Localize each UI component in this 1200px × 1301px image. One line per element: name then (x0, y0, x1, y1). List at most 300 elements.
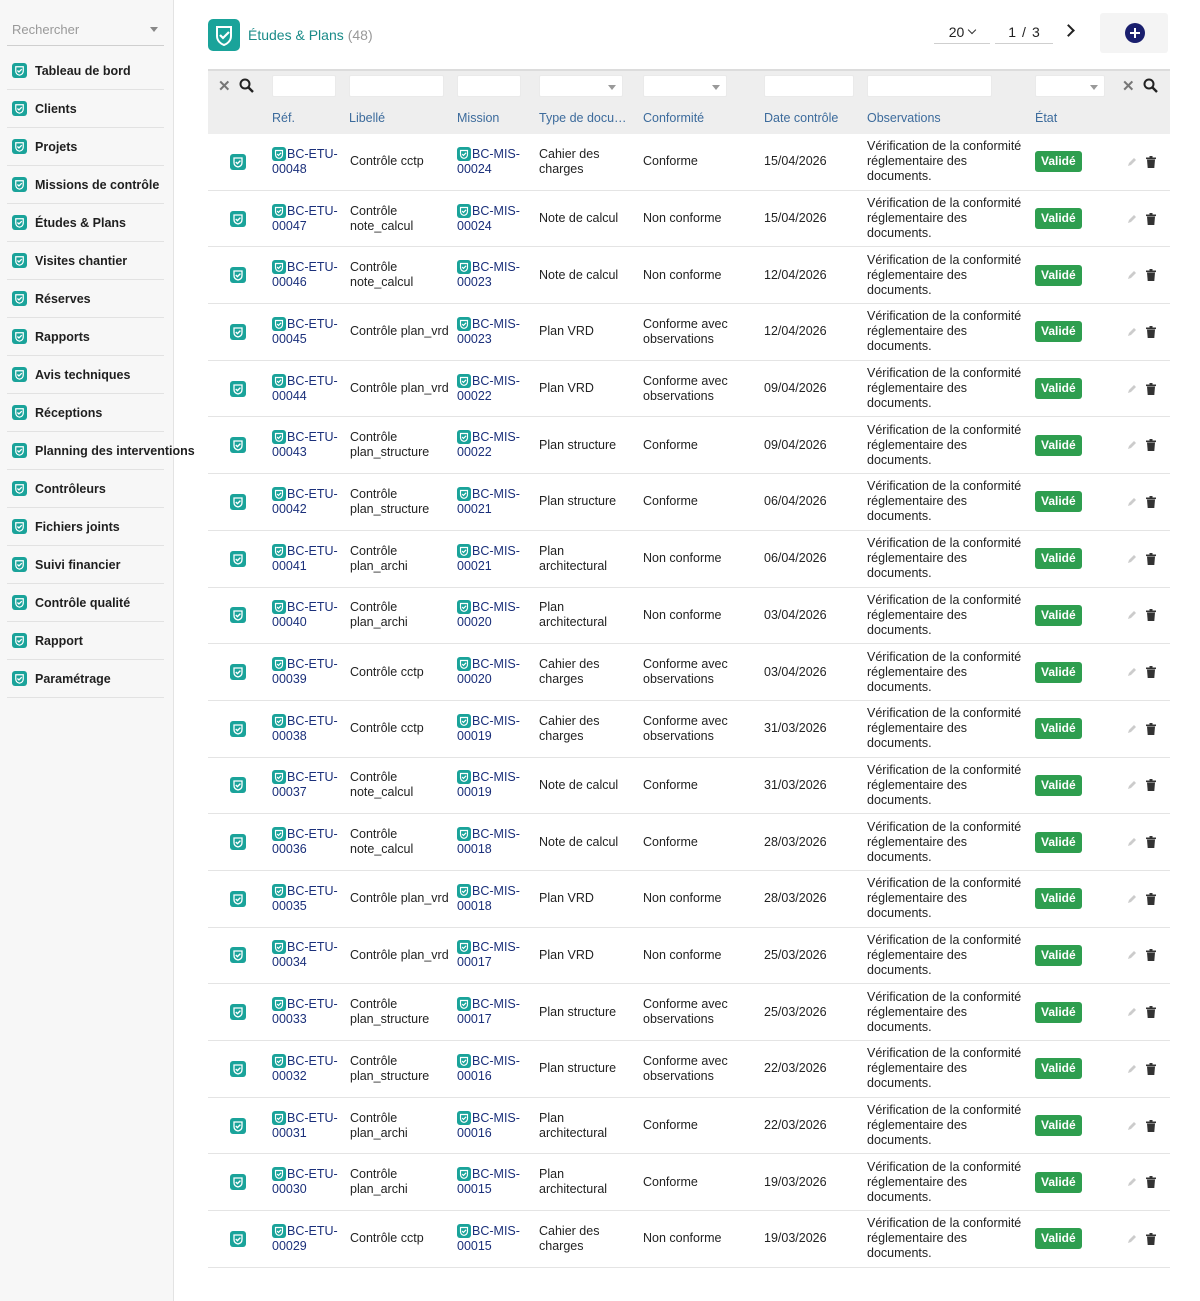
shield-check-icon (230, 381, 246, 397)
trash-icon[interactable] (1146, 893, 1156, 905)
conformite-cell: Non conforme (643, 607, 722, 622)
status-cell (1035, 417, 1082, 473)
row-actions (1126, 588, 1156, 644)
filter-mission[interactable] (457, 75, 521, 97)
conformite-cell: Conforme avec observations (643, 997, 728, 1027)
sidebar-item-label: Contrôle qualité (35, 595, 131, 610)
ref-text: BC-ETU-00039 (272, 657, 338, 687)
mission-text: BC-MIS-00018 (457, 883, 520, 913)
row-select-checkbox[interactable] (230, 1041, 246, 1097)
edit-icon[interactable] (1126, 213, 1138, 225)
mission-link[interactable] (457, 1098, 533, 1154)
ref-text: BC-ETU-00036 (272, 827, 338, 857)
edit-icon[interactable] (1126, 383, 1138, 395)
ref-link[interactable] (272, 531, 344, 587)
status-badge: Validé (1035, 1228, 1082, 1249)
row-actions (1126, 701, 1156, 757)
shield-check-icon (457, 544, 471, 558)
edit-icon[interactable] (1126, 609, 1138, 621)
table-row[interactable] (208, 1154, 1170, 1211)
search-right-icon[interactable] (1143, 78, 1158, 96)
shield-check-icon (12, 443, 27, 458)
table-row[interactable] (208, 588, 1170, 645)
add-button[interactable] (1100, 13, 1168, 53)
trash-icon[interactable] (1146, 496, 1156, 508)
edit-icon[interactable] (1126, 723, 1138, 735)
edit-icon[interactable] (1126, 1233, 1138, 1245)
ref-text: BC-ETU-00047 (272, 203, 338, 233)
observations-cell: Vérification de la conformité réglementaire des documents. (867, 536, 1022, 581)
shield-check-icon (272, 204, 286, 218)
table-row[interactable] (208, 1041, 1170, 1098)
row-actions (1126, 1211, 1156, 1267)
shield-check-icon (12, 63, 27, 78)
status-badge: Validé (1035, 435, 1082, 456)
status-cell (1035, 531, 1082, 587)
date-cell: 12/04/2026 (764, 324, 827, 339)
trash-icon[interactable] (1146, 553, 1156, 565)
table-row[interactable] (208, 531, 1170, 588)
status-badge: Validé (1035, 1058, 1082, 1079)
sidebar-item-label: Études & Plans (35, 215, 126, 230)
table-row[interactable] (208, 304, 1170, 361)
trash-icon[interactable] (1146, 836, 1156, 848)
shield-check-icon (457, 827, 471, 841)
row-actions (1126, 1041, 1156, 1097)
table-row[interactable] (208, 1098, 1170, 1155)
ref-link[interactable] (272, 1098, 344, 1154)
mission-link[interactable] (457, 304, 533, 360)
shield-check-icon (457, 657, 471, 671)
table-header (208, 69, 1170, 134)
shield-check-icon (272, 544, 286, 558)
col-observations[interactable]: Observations (867, 111, 941, 125)
pager (995, 20, 1053, 44)
row-actions (1126, 361, 1156, 417)
sidebar-item[interactable] (7, 318, 164, 356)
row-actions (1126, 134, 1156, 190)
ref-link[interactable] (272, 1041, 344, 1097)
shield-check-icon (457, 1111, 471, 1125)
ref-text: BC-ETU-00033 (272, 997, 338, 1027)
ref-text: BC-ETU-00031 (272, 1110, 338, 1140)
filter-date[interactable] (764, 75, 854, 97)
row-select-checkbox[interactable] (230, 134, 246, 190)
row-actions (1126, 1098, 1156, 1154)
date-cell: 19/03/2026 (764, 1231, 827, 1246)
filter-ref[interactable] (272, 75, 336, 97)
mission-text: BC-MIS-00020 (457, 657, 520, 687)
observations-cell: Vérification de la conformité réglementaire des documents. (867, 706, 1022, 751)
edit-icon[interactable] (1126, 1176, 1138, 1188)
ref-text: BC-ETU-00035 (272, 883, 338, 913)
ref-link[interactable] (272, 1211, 344, 1267)
row-select-checkbox[interactable] (230, 531, 246, 587)
edit-icon[interactable] (1126, 666, 1138, 678)
row-select-checkbox[interactable] (230, 304, 246, 360)
conformite-cell: Conforme avec observations (643, 373, 728, 403)
type-cell: Plan architectural (539, 1110, 608, 1140)
sidebar-item[interactable] (7, 242, 164, 280)
type-cell: Cahier des charges (539, 713, 600, 743)
mission-text: BC-MIS-00023 (457, 260, 520, 290)
table-row[interactable] (208, 871, 1170, 928)
trash-icon[interactable] (1146, 383, 1156, 395)
sidebar-item-label: Paramétrage (35, 671, 111, 686)
edit-icon[interactable] (1126, 553, 1138, 565)
status-cell (1035, 361, 1082, 417)
table-row[interactable] (208, 417, 1170, 474)
mission-text: BC-MIS-00023 (457, 316, 520, 346)
ref-link[interactable] (272, 871, 344, 927)
observations-cell: Vérification de la conformité réglementaire des documents. (867, 196, 1022, 241)
mission-link[interactable] (457, 928, 533, 984)
edit-icon[interactable] (1126, 326, 1138, 338)
sidebar-item[interactable] (7, 470, 164, 508)
sidebar-item[interactable] (7, 622, 164, 660)
page-size-value: 20 (948, 23, 965, 40)
table-row[interactable] (208, 758, 1170, 815)
table-row[interactable] (208, 134, 1170, 191)
observations-cell: Vérification de la conformité réglementaire des documents. (867, 932, 1022, 977)
status-badge: Validé (1035, 888, 1082, 909)
trash-icon[interactable] (1146, 609, 1156, 621)
shield-check-icon (230, 211, 246, 227)
sidebar-item-label: Projets (35, 139, 78, 154)
col-type[interactable]: Type de docu… (539, 111, 627, 125)
trash-icon[interactable] (1146, 666, 1156, 678)
edit-icon[interactable] (1126, 779, 1138, 791)
edit-icon[interactable] (1126, 156, 1138, 168)
sidebar-item[interactable] (7, 90, 164, 128)
conformite-cell: Non conforme (643, 551, 722, 566)
type-cell: Plan architectural (539, 1167, 608, 1197)
date-cell: 22/03/2026 (764, 1061, 827, 1076)
shield-check-icon (457, 487, 471, 501)
filter-etat[interactable] (1035, 75, 1105, 97)
row-select-checkbox[interactable] (230, 984, 246, 1040)
conformite-cell: Conforme (643, 834, 698, 849)
ref-link[interactable] (272, 247, 344, 303)
libelle-cell: Contrôle plan_archi (350, 543, 408, 573)
libelle-cell: Contrôle cctp (350, 1231, 424, 1246)
table-row[interactable] (208, 474, 1170, 531)
clear-filters-icon[interactable]: ✕ (218, 78, 231, 95)
sidebar-item[interactable] (7, 546, 164, 584)
sidebar-item[interactable] (7, 166, 164, 204)
ref-link[interactable] (272, 984, 344, 1040)
sidebar-item[interactable] (7, 52, 164, 90)
col-libelle[interactable]: Libellé (349, 111, 386, 125)
ref-link[interactable] (272, 304, 344, 360)
observations-cell: Vérification de la conformité réglementaire des documents. (867, 649, 1022, 694)
col-conformite[interactable]: Conformité (643, 111, 705, 125)
date-cell: 06/04/2026 (764, 494, 827, 509)
shield-check-icon (272, 147, 286, 161)
conformite-cell: Conforme avec observations (643, 657, 728, 687)
shield-check-icon (12, 595, 27, 610)
trash-icon[interactable] (1146, 949, 1156, 961)
sidebar-search[interactable] (7, 14, 164, 46)
libelle-cell: Contrôle plan_structure (350, 997, 430, 1027)
mission-link[interactable] (457, 701, 533, 757)
observations-cell: Vérification de la conformité réglementaire des documents. (867, 309, 1022, 354)
row-select-checkbox[interactable] (230, 588, 246, 644)
date-cell: 25/03/2026 (764, 947, 827, 962)
col-mission[interactable]: Mission (457, 111, 500, 125)
trash-icon[interactable] (1146, 779, 1156, 791)
row-select-checkbox[interactable] (230, 1154, 246, 1210)
ref-link[interactable] (272, 134, 344, 190)
type-cell: Plan VRD (539, 381, 594, 396)
edit-icon[interactable] (1126, 1063, 1138, 1075)
observations-cell: Vérification de la conformité réglementaire des documents. (867, 139, 1022, 184)
sidebar-item[interactable] (7, 584, 164, 622)
col-ref[interactable]: Réf. (272, 111, 295, 125)
table-row[interactable] (208, 928, 1170, 985)
shield-check-icon (230, 1174, 246, 1190)
col-date[interactable]: Date contrôle (764, 111, 839, 125)
status-cell (1035, 984, 1082, 1040)
status-cell (1035, 928, 1082, 984)
sidebar-item[interactable] (7, 432, 195, 470)
edit-icon[interactable] (1126, 269, 1138, 281)
sidebar-item[interactable] (7, 128, 164, 166)
date-cell: 28/03/2026 (764, 891, 827, 906)
row-select-checkbox[interactable] (230, 814, 246, 870)
ref-link[interactable] (272, 474, 344, 530)
status-cell (1035, 701, 1082, 757)
table-row[interactable] (208, 247, 1170, 304)
edit-icon[interactable] (1126, 836, 1138, 848)
date-cell: 03/04/2026 (764, 664, 827, 679)
status-badge: Validé (1035, 378, 1082, 399)
mission-link[interactable] (457, 871, 533, 927)
ref-link[interactable] (272, 814, 344, 870)
observations-cell: Vérification de la conformité réglementaire des documents. (867, 1046, 1022, 1091)
ref-link[interactable] (272, 758, 344, 814)
mission-link[interactable] (457, 1211, 533, 1267)
ref-text: BC-ETU-00030 (272, 1167, 338, 1197)
table-row[interactable] (208, 984, 1170, 1041)
table-row[interactable] (208, 191, 1170, 248)
trash-icon[interactable] (1146, 1006, 1156, 1018)
status-badge: Validé (1035, 605, 1082, 626)
shield-check-icon (457, 1224, 471, 1238)
status-cell (1035, 304, 1082, 360)
libelle-cell: Contrôle note_calcul (350, 260, 414, 290)
type-cell: Plan structure (539, 1004, 617, 1019)
mission-link[interactable] (457, 758, 533, 814)
trash-icon[interactable] (1146, 1233, 1156, 1245)
ref-link[interactable] (272, 701, 344, 757)
shield-check-icon (272, 1167, 286, 1181)
shield-check-icon (12, 557, 27, 572)
sidebar-item-label: Rapports (35, 329, 90, 344)
ref-text: BC-ETU-00046 (272, 260, 338, 290)
page-title-text: Études & Plans (248, 27, 344, 43)
shield-check-icon (12, 633, 27, 648)
filter-type[interactable] (539, 75, 623, 97)
sidebar-item[interactable] (7, 356, 164, 394)
row-select-checkbox[interactable] (230, 701, 246, 757)
row-select-checkbox[interactable] (230, 928, 246, 984)
status-badge: Validé (1035, 1172, 1082, 1193)
ref-link[interactable] (272, 1154, 344, 1210)
table-row[interactable] (208, 1211, 1170, 1268)
chevron-down-icon[interactable] (150, 27, 158, 32)
trash-icon[interactable] (1146, 156, 1156, 168)
mission-link[interactable] (457, 814, 533, 870)
ref-link[interactable] (272, 191, 344, 247)
total-pages: 3 (1031, 23, 1040, 40)
date-cell: 31/03/2026 (764, 777, 827, 792)
mission-text: BC-MIS-00020 (457, 600, 520, 630)
mission-link[interactable] (457, 588, 533, 644)
clear-filters-right-icon[interactable]: ✕ (1122, 78, 1135, 95)
shield-check-icon (272, 600, 286, 614)
row-actions (1126, 871, 1156, 927)
sidebar-item[interactable] (7, 280, 164, 318)
date-cell: 06/04/2026 (764, 551, 827, 566)
edit-icon[interactable] (1126, 1120, 1138, 1132)
mission-link[interactable] (457, 984, 533, 1040)
date-cell: 31/03/2026 (764, 721, 827, 736)
trash-icon[interactable] (1146, 439, 1156, 451)
edit-icon[interactable] (1126, 893, 1138, 905)
sidebar-item[interactable] (7, 204, 164, 242)
shield-check-icon (12, 215, 27, 230)
table-row[interactable] (208, 701, 1170, 758)
edit-icon[interactable] (1126, 496, 1138, 508)
filter-observations[interactable] (867, 75, 992, 97)
type-cell: Plan structure (539, 437, 617, 452)
shield-check-icon (272, 1054, 286, 1068)
observations-cell: Vérification de la conformité réglementaire des documents. (867, 876, 1022, 921)
row-select-checkbox[interactable] (230, 191, 246, 247)
conformite-cell: Conforme (643, 777, 698, 792)
row-select-checkbox[interactable] (230, 758, 246, 814)
trash-icon[interactable] (1146, 1176, 1156, 1188)
row-select-checkbox[interactable] (230, 417, 246, 473)
shield-check-icon (457, 884, 471, 898)
sidebar-item[interactable] (7, 660, 164, 698)
table-row[interactable] (208, 361, 1170, 418)
observations-cell: Vérification de la conformité réglementaire des documents. (867, 1103, 1022, 1148)
ref-link[interactable] (272, 644, 344, 700)
ref-link[interactable] (272, 417, 344, 473)
ref-link[interactable] (272, 361, 344, 417)
next-page-icon[interactable] (1063, 24, 1075, 38)
type-cell: Plan architectural (539, 543, 608, 573)
row-select-checkbox[interactable] (230, 247, 246, 303)
mission-link[interactable] (457, 1041, 533, 1097)
date-cell: 25/03/2026 (764, 1004, 827, 1019)
status-cell (1035, 814, 1082, 870)
trash-icon[interactable] (1146, 1120, 1156, 1132)
row-actions (1126, 191, 1156, 247)
shield-check-icon (12, 329, 27, 344)
shield-check-icon (12, 405, 27, 420)
edit-icon[interactable] (1126, 1006, 1138, 1018)
table-row[interactable] (208, 814, 1170, 871)
chevron-down-icon (968, 26, 976, 34)
mission-link[interactable] (457, 474, 533, 530)
row-actions (1126, 1154, 1156, 1210)
trash-icon[interactable] (1146, 723, 1156, 735)
sidebar-item[interactable] (7, 508, 164, 546)
mission-text: BC-MIS-00017 (457, 940, 520, 970)
record-count: (48) (347, 27, 373, 43)
status-cell (1035, 1154, 1082, 1210)
libelle-cell: Contrôle cctp (350, 721, 424, 736)
shield-check-icon (230, 1061, 246, 1077)
libelle-cell: Contrôle note_calcul (350, 770, 414, 800)
shield-check-icon (457, 600, 471, 614)
filter-libelle[interactable] (349, 75, 444, 97)
table-row[interactable] (208, 644, 1170, 701)
type-cell: Note de calcul (539, 834, 619, 849)
edit-icon[interactable] (1126, 439, 1138, 451)
row-select-checkbox[interactable] (230, 1211, 246, 1267)
observations-cell: Vérification de la conformité réglementaire des documents. (867, 366, 1022, 411)
ref-link[interactable] (272, 928, 344, 984)
conformite-cell: Conforme (643, 494, 698, 509)
row-select-checkbox[interactable] (230, 871, 246, 927)
trash-icon[interactable] (1146, 326, 1156, 338)
current-page[interactable]: 1 (1008, 23, 1017, 40)
shield-check-icon (230, 324, 246, 340)
row-select-checkbox[interactable] (230, 474, 246, 530)
mission-text: BC-MIS-00022 (457, 430, 520, 460)
row-select-checkbox[interactable] (230, 361, 246, 417)
mission-link[interactable] (457, 191, 533, 247)
filter-conformite[interactable] (643, 75, 727, 97)
sidebar-item[interactable] (7, 394, 164, 432)
mission-link[interactable] (457, 1154, 533, 1210)
mission-link[interactable] (457, 134, 533, 190)
observations-cell: Vérification de la conformité réglementaire des documents. (867, 1159, 1022, 1204)
shield-check-icon (272, 940, 286, 954)
mission-link[interactable] (457, 417, 533, 473)
row-select-checkbox[interactable] (230, 1098, 246, 1154)
status-cell (1035, 1098, 1082, 1154)
trash-icon[interactable] (1146, 269, 1156, 281)
mission-link[interactable] (457, 531, 533, 587)
row-select-checkbox[interactable] (230, 644, 246, 700)
search-input[interactable] (7, 14, 147, 44)
search-icon[interactable] (239, 78, 254, 96)
shield-check-icon (12, 177, 27, 192)
ref-text: BC-ETU-00034 (272, 940, 338, 970)
row-actions (1126, 474, 1156, 530)
mission-text: BC-MIS-00022 (457, 373, 520, 403)
ref-link[interactable] (272, 588, 344, 644)
trash-icon[interactable] (1146, 213, 1156, 225)
shield-check-icon (12, 481, 27, 496)
sidebar-item-label: Rapport (35, 633, 83, 648)
edit-icon[interactable] (1126, 949, 1138, 961)
mission-link[interactable] (457, 247, 533, 303)
status-cell (1035, 191, 1082, 247)
col-etat[interactable]: État (1035, 111, 1058, 125)
mission-link[interactable] (457, 644, 533, 700)
trash-icon[interactable] (1146, 1063, 1156, 1075)
sidebar-item-label: Suivi financier (35, 557, 121, 572)
page-size-select[interactable] (934, 20, 990, 44)
observations-cell: Vérification de la conformité réglementaire des documents. (867, 1216, 1022, 1261)
mission-link[interactable] (457, 361, 533, 417)
